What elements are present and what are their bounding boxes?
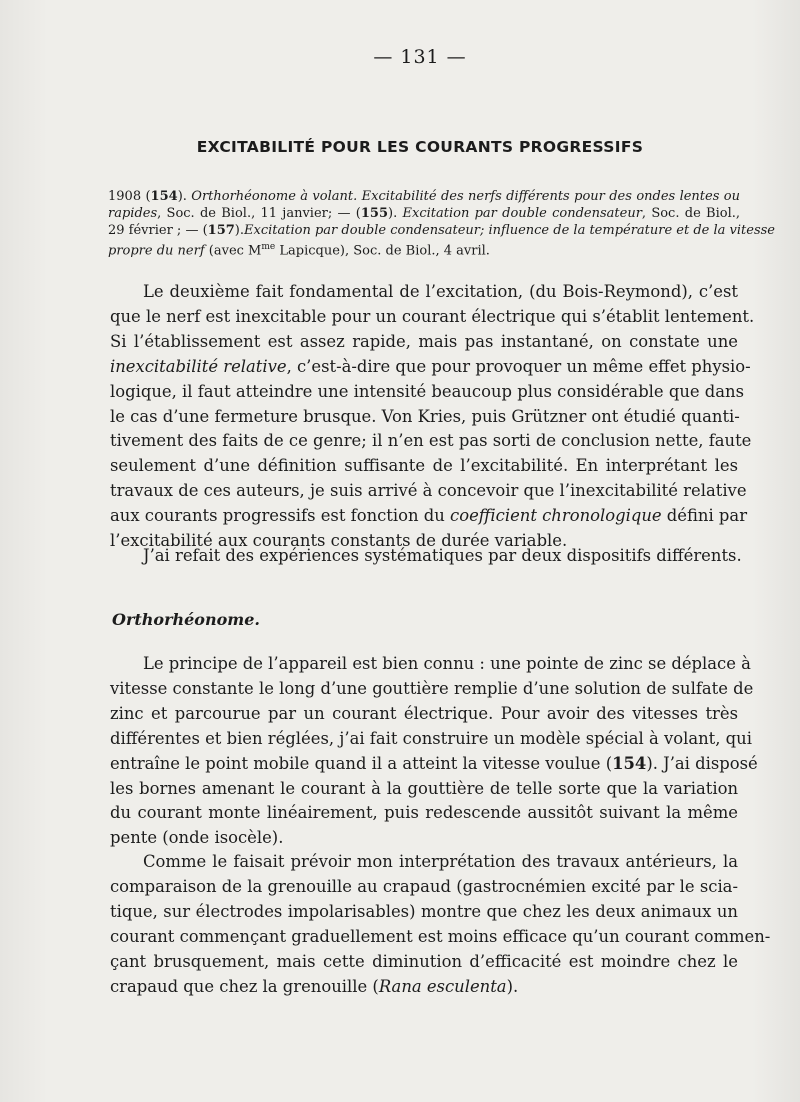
ref-text: ).	[388, 206, 403, 221]
text-line: différentes et bien réglées, j’ai fait construire un modèle spécial à volant, qui	[110, 728, 752, 748]
reference-line-3	[108, 222, 776, 239]
text-line: çant brusquement, mais cette diminution d’efficacité est moindre chez le	[110, 951, 738, 971]
ref-number: 154	[150, 189, 178, 204]
ref-number: 154	[612, 753, 647, 773]
text-line: J’ai refait des expériences systématiques par deux dispositifs différents.	[143, 546, 742, 565]
reference-line-1	[108, 188, 740, 205]
ref-title: propre du nerf	[108, 243, 205, 259]
emphasis: Rana esculenta	[378, 976, 507, 996]
text-line: que le nerf est inexcitable pour un courant électrique qui s’établit lentement.	[110, 306, 755, 326]
ref-title: rapides	[108, 206, 158, 221]
text-line	[110, 355, 751, 380]
text-line: Le principe de l’appareil est bien connu : une pointe de zinc se déplace à	[143, 654, 751, 673]
text-line: l’excitabilité aux courants constants de durée variable.	[110, 531, 568, 551]
text-line: courant commençant graduellement est moins efficace qu’un courant commen-	[110, 926, 771, 946]
text-line: logique, il faut atteindre une intensité beaucoup plus considérable que dans	[110, 381, 745, 401]
text-line: le cas d’une fermeture brusque. Von Kries, puis Grützner ont étudié quanti-	[110, 406, 740, 426]
text-line: Le deuxième fait fondamental de l’excitation, (du Bois-Reymond), c’est	[143, 282, 738, 301]
text-run: ). J’ai disposé	[646, 753, 758, 773]
ref-number: 157	[207, 223, 235, 238]
text-run: défini par	[661, 506, 748, 526]
text-line	[110, 975, 738, 1000]
paragraph-2	[110, 544, 742, 569]
text-line: travaux de ces auteurs, je suis arrivé à concevoir que l’inexcitabilité relative	[110, 481, 747, 501]
emphasis: coefficient chronologique	[450, 506, 662, 526]
ref-text: ).	[177, 189, 192, 204]
page-number: — 131 —	[373, 46, 467, 68]
text-line: les bornes amenant le courant à la gouttière de telle sorte que la variation	[110, 778, 738, 798]
ref-text: 1908 (	[108, 189, 151, 204]
text-line: tivement des faits de ce genre; il n’en est pas sorti de conclusion nette, faute	[110, 431, 752, 451]
text-run: crapaud que chez la grenouille (	[110, 976, 379, 996]
text-run: entraîne le point mobile quand il a atteint la vitesse voulue (	[110, 753, 613, 773]
ref-number: 155	[360, 206, 389, 221]
ref-text: Lapicque), Soc. de Biol., 4 avril.	[275, 243, 490, 259]
reference-line-4	[108, 239, 740, 259]
emphasis: inexcitabilité relative	[110, 356, 287, 376]
text-line: pente (onde isocèle).	[110, 828, 284, 848]
bibliography-references	[108, 188, 776, 259]
paragraph-3	[110, 652, 758, 851]
text-line: seulement d’une définition suffisante de l’excitabilité. En interprétant les	[110, 456, 738, 476]
text-line: vitesse constante le long d’une gouttière remplie d’une solution de sulfate de	[110, 678, 754, 698]
text-line: tique, sur électrodes impolarisables) montre que chez les deux animaux un	[110, 901, 738, 921]
ref-text: ).	[234, 223, 245, 238]
ref-title: Orthorhéonome à volant. Excitabilité des nerfs différents pour des ondes lentes ou	[191, 189, 740, 204]
page-title: EXCITABILITÉ POUR LES COURANTS PROGRESSIFS	[196, 138, 644, 156]
ref-text: , Soc. de Biol., 11 janvier; — (	[157, 206, 361, 221]
text-line	[110, 504, 748, 529]
section-heading: Orthorhéonome.	[112, 610, 260, 629]
text-line: du courant monte linéairement, puis redescende aussitôt suivant la même	[110, 803, 738, 823]
paragraph-4	[110, 850, 771, 999]
ref-superscript: me	[261, 242, 276, 252]
ref-text: , Soc. de Biol.,	[641, 206, 740, 221]
ref-title: Excitation par double condensateur	[402, 206, 642, 221]
reference-line-2	[108, 205, 740, 222]
text-line: comparaison de la grenouille au crapaud (gastrocnémien excité par le scia-	[110, 876, 738, 896]
ref-text: 29 février ; — (	[108, 223, 208, 238]
paragraph-1	[110, 280, 755, 554]
ref-title: Excitation par double condensateur; influence de la température et de la vitesse	[244, 223, 776, 238]
text-run: aux courants progressifs est fonction du	[110, 506, 451, 526]
text-line	[110, 752, 758, 777]
text-line: Comme le faisait prévoir mon interprétation des travaux antérieurs, la	[143, 852, 738, 871]
text-line: Si l’établissement est assez rapide, mais pas instantané, on constate une	[110, 331, 738, 351]
ref-text: (avec M	[204, 243, 262, 259]
text-run: , c’est-à-dire que pour provoquer un même effet physio-	[286, 356, 751, 376]
text-run: ).	[506, 976, 519, 996]
text-line: zinc et parcourue par un courant électrique. Pour avoir des vitesses très	[110, 703, 738, 723]
